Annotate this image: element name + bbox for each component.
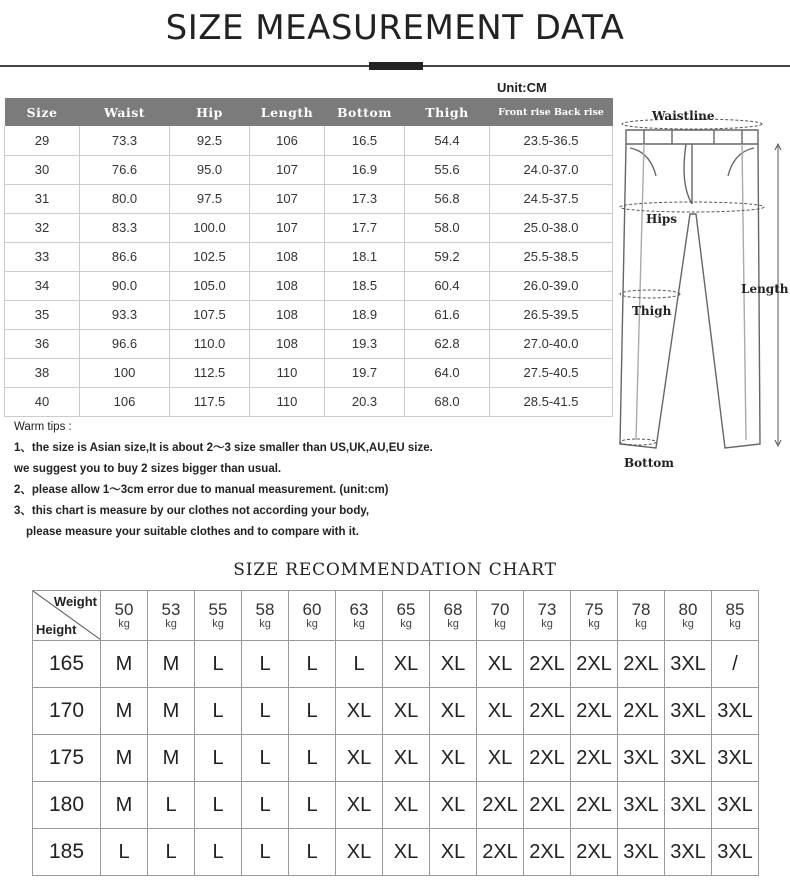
table-cell: 27.0-40.0 bbox=[490, 329, 613, 358]
header-size: Size bbox=[5, 98, 80, 126]
size-cell: XL bbox=[383, 688, 430, 735]
weight-value: 73 bbox=[537, 600, 557, 619]
table-row bbox=[5, 126, 613, 155]
height-row-175 bbox=[33, 735, 759, 782]
size-cell: 3XL bbox=[712, 782, 759, 829]
size-cell: XL bbox=[336, 829, 383, 876]
size-measurement-table bbox=[4, 98, 613, 417]
table-cell: 86.6 bbox=[80, 242, 170, 271]
size-cell: 2XL bbox=[524, 641, 571, 688]
size-cell: XL bbox=[430, 735, 477, 782]
weight-unit: kg bbox=[259, 618, 271, 630]
unit-label: Unit:CM bbox=[497, 80, 547, 95]
height-row-180 bbox=[33, 782, 759, 829]
table-cell: 35 bbox=[5, 300, 80, 329]
table-cell: 19.3 bbox=[325, 329, 405, 358]
weight-header-63 bbox=[336, 591, 383, 641]
height-value: 185 bbox=[33, 829, 101, 876]
weight-value: 63 bbox=[349, 600, 369, 619]
table-cell: 108 bbox=[250, 329, 325, 358]
table-cell: 16.9 bbox=[325, 155, 405, 184]
table-row bbox=[5, 329, 613, 358]
table-cell: 60.4 bbox=[405, 271, 490, 300]
table-cell: 107 bbox=[250, 155, 325, 184]
size-cell: XL bbox=[383, 641, 430, 688]
size-cell: M bbox=[101, 782, 148, 829]
size-cell: M bbox=[101, 641, 148, 688]
header-length: Length bbox=[250, 98, 325, 126]
weight-value: 85 bbox=[725, 600, 745, 619]
table-cell: 112.5 bbox=[170, 358, 250, 387]
label-waistline: Waistline bbox=[652, 109, 715, 123]
table-cell: 107.5 bbox=[170, 300, 250, 329]
weight-value: 55 bbox=[208, 600, 228, 619]
table-cell: 33 bbox=[5, 242, 80, 271]
size-cell: 3XL bbox=[665, 641, 712, 688]
table-cell: 17.3 bbox=[325, 184, 405, 213]
size-cell: L bbox=[289, 829, 336, 876]
size-cell: 2XL bbox=[524, 829, 571, 876]
size-cell: L bbox=[289, 688, 336, 735]
table-cell: 102.5 bbox=[170, 242, 250, 271]
table-cell: 32 bbox=[5, 213, 80, 242]
label-hips: Hips bbox=[646, 212, 678, 226]
size-recommendation-table bbox=[32, 590, 759, 876]
size-cell: 2XL bbox=[524, 688, 571, 735]
corner-cell bbox=[33, 591, 101, 641]
header-hip: Hip bbox=[170, 98, 250, 126]
size-cell: 3XL bbox=[665, 782, 712, 829]
table-cell: 23.5-36.5 bbox=[490, 126, 613, 155]
table-cell: 117.5 bbox=[170, 387, 250, 416]
table-cell: 61.6 bbox=[405, 300, 490, 329]
table-cell: 18.5 bbox=[325, 271, 405, 300]
size-cell: XL bbox=[477, 735, 524, 782]
weight-unit: kg bbox=[494, 618, 506, 630]
size-cell: L bbox=[101, 829, 148, 876]
weight-value: 68 bbox=[443, 600, 463, 619]
size-cell: L bbox=[289, 641, 336, 688]
table-cell: 107 bbox=[250, 184, 325, 213]
weight-value: 60 bbox=[302, 600, 322, 619]
table-row bbox=[5, 387, 613, 416]
label-bottom: Bottom bbox=[624, 456, 674, 470]
table-cell: 106 bbox=[80, 387, 170, 416]
size-cell: L bbox=[242, 735, 289, 782]
table-cell: 58.0 bbox=[405, 213, 490, 242]
weight-unit: kg bbox=[306, 618, 318, 630]
table-cell: 108 bbox=[250, 300, 325, 329]
page-title: SIZE MEASUREMENT DATA bbox=[165, 8, 625, 48]
table-cell: 24.5-37.5 bbox=[490, 184, 613, 213]
table-cell: 36 bbox=[5, 329, 80, 358]
weight-unit: kg bbox=[118, 618, 130, 630]
label-thigh: Thigh bbox=[632, 304, 672, 318]
size-cell: L bbox=[148, 829, 195, 876]
weight-unit: kg bbox=[541, 618, 553, 630]
size-cell: XL bbox=[383, 735, 430, 782]
weight-header-73 bbox=[524, 591, 571, 641]
weight-unit: kg bbox=[353, 618, 365, 630]
weight-unit: kg bbox=[212, 618, 224, 630]
size-cell: L bbox=[148, 782, 195, 829]
table-cell: 100 bbox=[80, 358, 170, 387]
weight-unit: kg bbox=[447, 618, 459, 630]
weight-unit: kg bbox=[682, 618, 694, 630]
weight-value: 65 bbox=[396, 600, 416, 619]
table-cell: 59.2 bbox=[405, 242, 490, 271]
height-row-165 bbox=[33, 641, 759, 688]
table-cell: 34 bbox=[5, 271, 80, 300]
recommendation-title: SIZE RECOMMENDATION CHART bbox=[233, 560, 557, 580]
corner-height-label: Height bbox=[36, 622, 77, 637]
table-cell: 27.5-40.5 bbox=[490, 358, 613, 387]
table-cell: 40 bbox=[5, 387, 80, 416]
size-cell: 3XL bbox=[665, 829, 712, 876]
table-row bbox=[5, 300, 613, 329]
weight-header-row bbox=[33, 591, 759, 641]
table-cell: 83.3 bbox=[80, 213, 170, 242]
weight-value: 53 bbox=[161, 600, 181, 619]
table-cell: 105.0 bbox=[170, 271, 250, 300]
size-cell: / bbox=[712, 641, 759, 688]
weight-header-80 bbox=[665, 591, 712, 641]
size-cell: 3XL bbox=[712, 735, 759, 782]
table-row bbox=[5, 242, 613, 271]
size-cell: XL bbox=[430, 688, 477, 735]
table-cell: 64.0 bbox=[405, 358, 490, 387]
table-row bbox=[5, 271, 613, 300]
size-cell: L bbox=[195, 688, 242, 735]
table-cell: 26.0-39.0 bbox=[490, 271, 613, 300]
table-cell: 25.0-38.0 bbox=[490, 213, 613, 242]
weight-header-58 bbox=[242, 591, 289, 641]
weight-header-68 bbox=[430, 591, 477, 641]
size-cell: 2XL bbox=[524, 735, 571, 782]
size-cell: L bbox=[195, 735, 242, 782]
height-value: 170 bbox=[33, 688, 101, 735]
header-bottom: Bottom bbox=[325, 98, 405, 126]
table-cell: 108 bbox=[250, 271, 325, 300]
weight-value: 80 bbox=[678, 600, 698, 619]
weight-header-70 bbox=[477, 591, 524, 641]
size-cell: L bbox=[242, 641, 289, 688]
size-cell: 3XL bbox=[712, 688, 759, 735]
size-cell: L bbox=[289, 782, 336, 829]
size-cell: 2XL bbox=[571, 688, 618, 735]
table-cell: 29 bbox=[5, 126, 80, 155]
size-cell: M bbox=[148, 735, 195, 782]
table-header-row bbox=[5, 98, 613, 126]
weight-header-50 bbox=[101, 591, 148, 641]
table-cell: 96.6 bbox=[80, 329, 170, 358]
size-cell: M bbox=[101, 735, 148, 782]
table-cell: 73.3 bbox=[80, 126, 170, 155]
size-cell: L bbox=[336, 641, 383, 688]
table-cell: 62.8 bbox=[405, 329, 490, 358]
tip-line-2: we suggest you to buy 2 sizes bigger than usual. bbox=[14, 463, 282, 475]
table-cell: 95.0 bbox=[170, 155, 250, 184]
size-cell: 3XL bbox=[665, 735, 712, 782]
table-cell: 54.4 bbox=[405, 126, 490, 155]
size-cell: 2XL bbox=[618, 688, 665, 735]
size-cell: M bbox=[101, 688, 148, 735]
table-cell: 19.7 bbox=[325, 358, 405, 387]
weight-header-60 bbox=[289, 591, 336, 641]
weight-value: 58 bbox=[255, 600, 275, 619]
table-row bbox=[5, 213, 613, 242]
table-cell: 18.1 bbox=[325, 242, 405, 271]
size-cell: XL bbox=[383, 829, 430, 876]
table-cell: 30 bbox=[5, 155, 80, 184]
table-cell: 93.3 bbox=[80, 300, 170, 329]
size-cell: XL bbox=[336, 688, 383, 735]
table-cell: 26.5-39.5 bbox=[490, 300, 613, 329]
table-cell: 25.5-38.5 bbox=[490, 242, 613, 271]
table-cell: 110 bbox=[250, 387, 325, 416]
table-row bbox=[5, 184, 613, 213]
size-cell: 2XL bbox=[524, 782, 571, 829]
table-cell: 20.3 bbox=[325, 387, 405, 416]
label-length: Length bbox=[741, 282, 789, 296]
pants-diagram bbox=[600, 104, 790, 474]
table-cell: 97.5 bbox=[170, 184, 250, 213]
tip-line-1: 1、the size is Asian size,It is about 2～3 size smaller than US,UK,AU,EU size. bbox=[14, 442, 433, 454]
table-cell: 92.5 bbox=[170, 126, 250, 155]
weight-header-85 bbox=[712, 591, 759, 641]
weight-header-78 bbox=[618, 591, 665, 641]
weight-value: 75 bbox=[584, 600, 604, 619]
size-cell: 2XL bbox=[618, 641, 665, 688]
weight-header-65 bbox=[383, 591, 430, 641]
size-cell: L bbox=[195, 641, 242, 688]
weight-header-75 bbox=[571, 591, 618, 641]
table-cell: 100.0 bbox=[170, 213, 250, 242]
table-cell: 90.0 bbox=[80, 271, 170, 300]
size-cell: 3XL bbox=[618, 829, 665, 876]
size-cell: 3XL bbox=[618, 782, 665, 829]
tip-line-5: please measure your suitable clothes and to compare with it. bbox=[26, 526, 359, 538]
size-cell: 2XL bbox=[477, 782, 524, 829]
size-cell: 3XL bbox=[665, 688, 712, 735]
size-cell: L bbox=[289, 735, 336, 782]
size-cell: 2XL bbox=[477, 829, 524, 876]
table-cell: 17.7 bbox=[325, 213, 405, 242]
size-cell: L bbox=[195, 829, 242, 876]
table-cell: 56.8 bbox=[405, 184, 490, 213]
height-value: 180 bbox=[33, 782, 101, 829]
size-cell: 3XL bbox=[712, 829, 759, 876]
size-cell: 2XL bbox=[571, 829, 618, 876]
table-cell: 28.5-41.5 bbox=[490, 387, 613, 416]
table-cell: 16.5 bbox=[325, 126, 405, 155]
header-waist: Waist bbox=[80, 98, 170, 126]
size-cell: XL bbox=[430, 829, 477, 876]
height-value: 175 bbox=[33, 735, 101, 782]
size-cell: XL bbox=[430, 641, 477, 688]
weight-unit: kg bbox=[729, 618, 741, 630]
size-cell: M bbox=[148, 641, 195, 688]
table-row bbox=[5, 155, 613, 184]
table-cell: 31 bbox=[5, 184, 80, 213]
size-cell: L bbox=[242, 782, 289, 829]
size-cell: XL bbox=[477, 688, 524, 735]
weight-value: 50 bbox=[114, 600, 134, 619]
table-cell: 18.9 bbox=[325, 300, 405, 329]
size-cell: XL bbox=[336, 782, 383, 829]
table-cell: 68.0 bbox=[405, 387, 490, 416]
weight-value: 70 bbox=[490, 600, 510, 619]
header-thigh: Thigh bbox=[405, 98, 490, 126]
table-cell: 108 bbox=[250, 242, 325, 271]
table-cell: 107 bbox=[250, 213, 325, 242]
height-value: 165 bbox=[33, 641, 101, 688]
table-cell: 38 bbox=[5, 358, 80, 387]
size-cell: XL bbox=[477, 641, 524, 688]
size-cell: M bbox=[148, 688, 195, 735]
size-cell: 3XL bbox=[618, 735, 665, 782]
tip-line-3: 2、please allow 1～3cm error due to manual measurement. (unit:cm) bbox=[14, 484, 389, 496]
size-cell: XL bbox=[383, 782, 430, 829]
size-cell: XL bbox=[430, 782, 477, 829]
header-rise: Front rise Back rise bbox=[490, 98, 613, 126]
table-cell: 110.0 bbox=[170, 329, 250, 358]
table-cell: 106 bbox=[250, 126, 325, 155]
weight-unit: kg bbox=[635, 618, 647, 630]
size-cell: XL bbox=[336, 735, 383, 782]
weight-header-55 bbox=[195, 591, 242, 641]
table-cell: 76.6 bbox=[80, 155, 170, 184]
table-cell: 110 bbox=[250, 358, 325, 387]
corner-weight-label: Weight bbox=[53, 594, 97, 609]
weight-unit: kg bbox=[588, 618, 600, 630]
size-cell: 2XL bbox=[571, 735, 618, 782]
height-row-185 bbox=[33, 829, 759, 876]
size-cell: L bbox=[195, 782, 242, 829]
warm-tips bbox=[14, 417, 433, 543]
size-cell: L bbox=[242, 829, 289, 876]
title-accent-bar bbox=[369, 62, 423, 70]
height-row-170 bbox=[33, 688, 759, 735]
size-cell: 2XL bbox=[571, 641, 618, 688]
weight-value: 78 bbox=[631, 600, 651, 619]
table-row bbox=[5, 358, 613, 387]
weight-unit: kg bbox=[400, 618, 412, 630]
tips-heading: Warm tips : bbox=[14, 421, 72, 433]
weight-header-53 bbox=[148, 591, 195, 641]
size-cell: L bbox=[242, 688, 289, 735]
weight-unit: kg bbox=[165, 618, 177, 630]
tip-line-4: 3、this chart is measure by our clothes not according your body, bbox=[14, 505, 370, 517]
size-cell: 2XL bbox=[571, 782, 618, 829]
table-cell: 55.6 bbox=[405, 155, 490, 184]
table-cell: 24.0-37.0 bbox=[490, 155, 613, 184]
table-cell: 80.0 bbox=[80, 184, 170, 213]
